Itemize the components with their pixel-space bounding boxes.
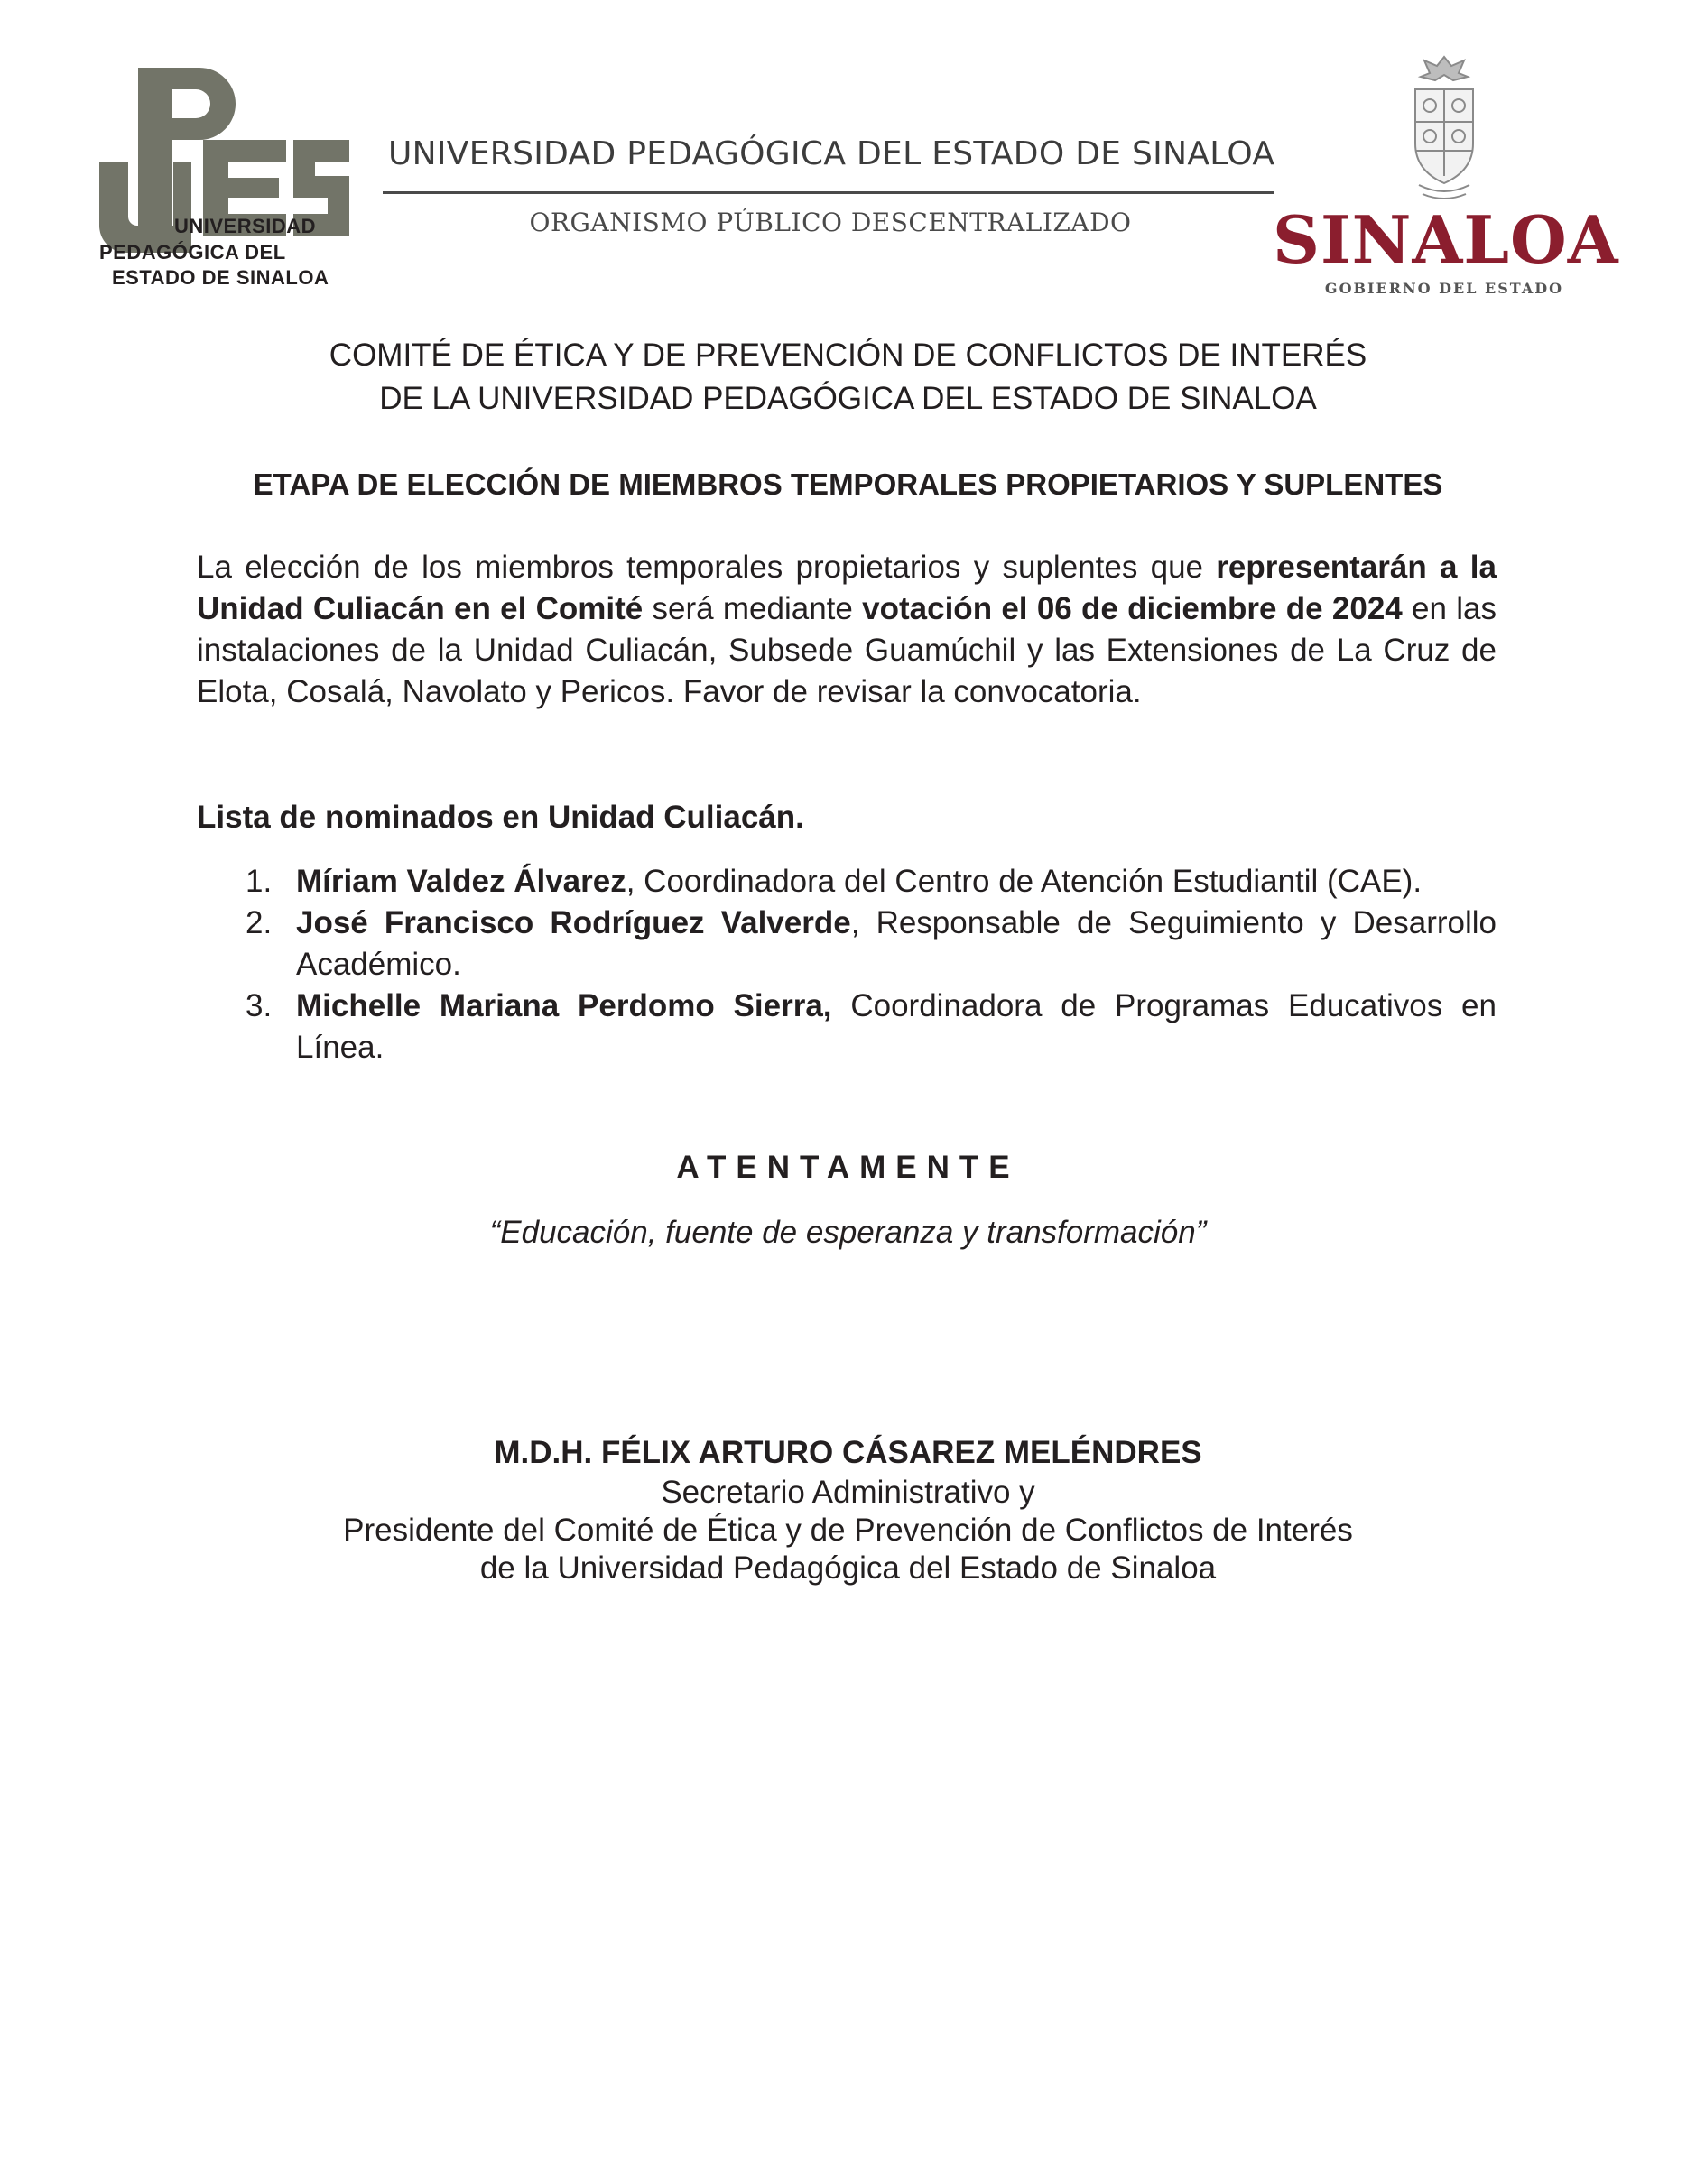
list-item xyxy=(197,902,1497,986)
sinaloa-wordmark: SINALOA xyxy=(1273,201,1619,278)
list-number: 3. xyxy=(246,988,273,1023)
document-title-line-2: DE LA UNIVERSIDAD PEDAGÓGICA DEL ESTADO DE SINALOA xyxy=(379,381,1317,416)
sinaloa-subtitle: GOBIERNO DEL ESTADO xyxy=(1324,280,1564,297)
sinaloa-seal-icon xyxy=(1399,50,1489,208)
list-item xyxy=(197,861,1497,902)
paragraph-bold-vote-date: votación el 06 de diciembre de 2024 xyxy=(862,591,1403,626)
nominee-role: , Coordinadora del Centro de Atención Estudiantil (CAE). xyxy=(626,864,1423,899)
upes-logo-line-3: ESTADO DE SINALOA xyxy=(112,266,329,289)
nominees-list xyxy=(197,861,1497,1069)
signer-role-line-3: de la Universidad Pedagógica del Estado de Sinaloa xyxy=(479,1550,1217,1586)
upes-logo-line-2: PEDAGÓGICA DEL xyxy=(99,241,286,264)
list-number: 2. xyxy=(246,905,273,940)
institution-title: UNIVERSIDAD PEDAGÓGICA DEL ESTADO DE SINALOA xyxy=(388,135,1275,172)
upes-logo-line-1: UNIVERSIDAD xyxy=(174,215,317,237)
signer-role-line-2: Presidente del Comité de Ética y de Prevención de Conflictos de Interés xyxy=(343,1513,1353,1548)
list-item xyxy=(197,986,1497,1069)
paragraph-text: La elección de los miembros temporales propietarios y suplentes que xyxy=(197,550,1217,585)
document-title-line-1: COMITÉ DE ÉTICA Y DE PREVENCIÓN DE CONFLICTOS DE INTERÉS xyxy=(329,338,1367,373)
nominee-name: José Francisco Rodríguez Valverde xyxy=(296,905,851,940)
institution-subtitle: ORGANISMO PÚBLICO DESCENTRALIZADO xyxy=(529,208,1132,237)
signer-name: M.D.H. FÉLIX ARTURO CÁSAREZ MELÉNDRES xyxy=(494,1435,1202,1470)
signer-role-line-1: Secretario Administrativo y xyxy=(661,1475,1035,1510)
nominee-role: Coordinadora de Programas Educativos en Línea. xyxy=(296,988,1497,1065)
header-divider xyxy=(383,191,1274,194)
paragraph-text: en las instalaciones de la Unidad Culiacán, Subsede Guamúchil y las Extensiones de La Cruz de Elota, Cosalá, Navolato y Pericos. Favor de revisar la convocatoria. xyxy=(197,591,1497,709)
list-number: 1. xyxy=(246,864,273,899)
nominee-role: , Responsable de Seguimiento y Desarrollo Académico. xyxy=(296,905,1497,982)
paragraph-text: será mediante xyxy=(643,591,863,626)
nominee-name: Míriam Valdez Álvarez xyxy=(296,864,626,899)
closing-atentamente: ATENTAMENTE xyxy=(676,1150,1020,1185)
institutional-motto: “Educación, fuente de esperanza y transformación” xyxy=(489,1215,1207,1250)
election-paragraph xyxy=(197,547,1497,713)
paragraph-bold-representation: representarán a la Unidad Culiacán en el Comité xyxy=(197,550,1497,626)
stage-heading: ETAPA DE ELECCIÓN DE MIEMBROS TEMPORALES PROPIETARIOS Y SUPLENTES xyxy=(253,467,1443,501)
nominee-name: Michelle Mariana Perdomo Sierra, xyxy=(296,988,832,1023)
nominees-heading: Lista de nominados en Unidad Culiacán. xyxy=(197,800,804,835)
